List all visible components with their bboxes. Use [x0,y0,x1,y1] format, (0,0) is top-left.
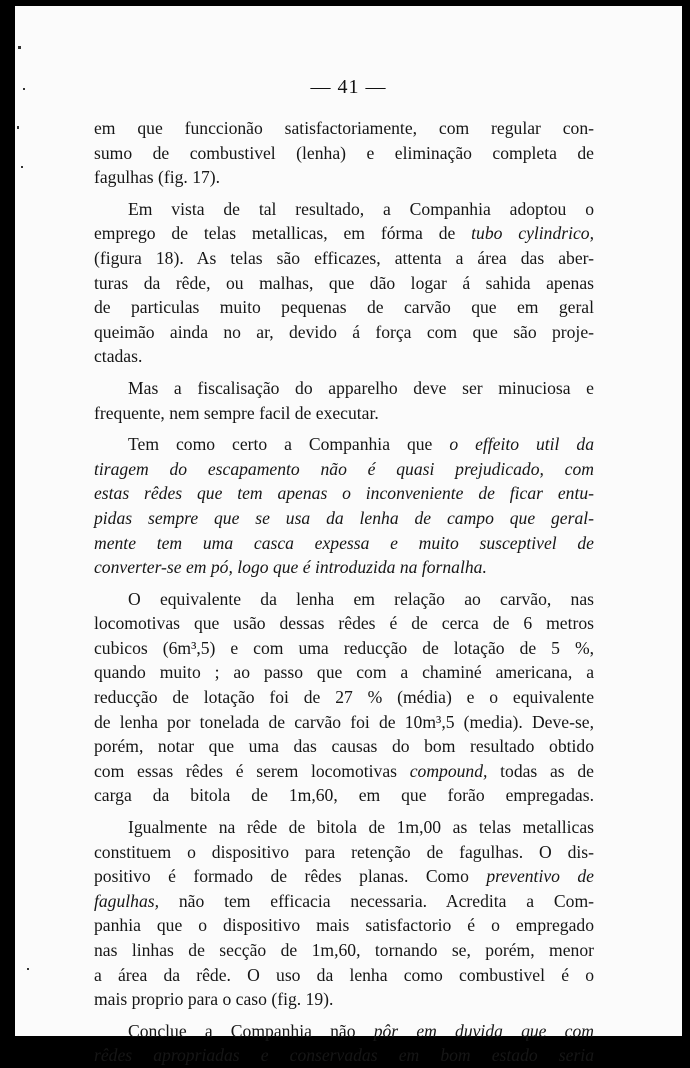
italic-run: pôr em duvida que com [373,1020,594,1041]
text-run: com essas rêdes é serem locomotivas [94,760,410,781]
text-run: Tem como certo a Companhia que [128,434,450,455]
paragraph [94,587,594,808]
italic-run: estas rêdes que tem apenas o inconveniente de ficar entu- [94,483,594,504]
text-run: queimão ainda no ar, devido á força com que são proje- [94,321,594,342]
text-run: Igualmente na rêde de bitola de 1m,00 as telas metallicas [128,817,594,838]
text-line [94,734,594,759]
text-run: carga da bitola de 1m,60, em que forão empregadas. [94,785,594,806]
paragraph [94,432,594,580]
text-line [94,221,594,246]
paragraph [94,815,594,1012]
print-speck [18,46,21,49]
text-line [94,840,594,865]
italic-run: converter-se em pó, logo que é introduzida na fornalha. [94,557,487,578]
text-line [94,864,594,889]
italic-run: mente tem uma casca expessa e muito susceptivel de [94,532,594,553]
text-line [94,759,594,784]
text-run: quando muito ; ao passo que com a chaminé americana, a [94,662,594,683]
text-line [94,376,594,401]
text-run: porém, notar que uma das causas do bom resultado obtido [94,736,594,757]
text-run: de particulas muito pequenas de carvão que em geral [94,297,594,318]
text-run: frequente, nem sempre facil de executar. [94,402,379,423]
text-line [94,531,594,556]
text-line [94,783,594,808]
text-run: a área da rêde. O uso da lenha como combustivel é o [94,964,594,985]
text-line [94,457,594,482]
text-line [94,815,594,840]
text-line [94,1043,594,1068]
text-run: O equivalente da lenha em relação ao carvão, nas [128,588,594,609]
page-number: — 41 — [310,76,387,98]
text-line [94,344,594,369]
text-line [94,141,594,166]
text-line [94,165,594,190]
text-run: nas linhas de secção de 1m,60, tornando se, porém, menor [94,940,594,960]
text-line [94,271,594,296]
text-line [94,938,594,963]
text-run: sumo de combustivel (lenha) e eliminação completa de [94,142,594,163]
text-line [94,1019,594,1044]
italic-run: o effeito util da [449,434,594,455]
text-line [94,889,594,914]
text-line [94,710,594,735]
text-line [94,611,594,636]
paragraph [94,1019,594,1068]
text-run: fagulhas (fig. 17). [94,167,221,188]
text-run: Em vista de tal resultado, a Companhia adoptou o [128,198,594,219]
text-run: panhia que o dispositivo mais satisfactorio é o empregado [94,915,594,936]
text-line [94,660,594,685]
paragraph [94,116,594,190]
text-run: cubicos (6m³,5) e com uma reducção de lotação de 5 %, [94,637,594,658]
text-run: (figura 18). As telas são efficazes, attenta a área das aber- [94,247,594,268]
italic-run: fagulhas, [94,890,160,911]
paragraph [94,376,594,425]
text-run: reducção de lotação foi de 27 % (média) e o equivalente [94,687,594,708]
italic-run: pidas sempre que se usa da lenha de campo que geral- [94,507,594,528]
text-line [94,401,594,426]
text-line [94,587,594,612]
italic-run: compound, [409,760,488,781]
text-line [94,963,594,988]
text-line [94,116,594,141]
text-run: turas da rêde, ou malhas, que dão logar á sahida apenas [94,272,594,293]
paragraph [94,197,594,369]
text-run: emprego de telas metallicas, em fórma de [94,223,472,244]
text-line [94,636,594,661]
text-run: ctadas. [94,346,143,367]
text-line [94,555,594,580]
text-run: Conclue a Companhia não [128,1020,374,1041]
text-run: Mas a fiscalisação do apparelho deve ser minuciosa e [128,377,594,398]
text-run: positivo é formado de rêdes planas. Como [94,866,487,887]
print-speck [17,126,19,129]
book-page [15,6,682,1066]
text-run: locomotivas que usão dessas rêdes é de cerca de 6 metros [94,613,594,634]
text-run: de lenha por tonelada de carvão foi de 10m³,5 (media). Deve-se, [94,711,594,732]
italic-run: preventivo de [486,866,594,887]
text-line [94,197,594,222]
print-speck [27,968,29,970]
text-run: constituem o dispositivo para retenção de fagulhas. O dis- [94,841,594,862]
text-run: mais proprio para o caso (fig. 19). [94,989,334,1010]
text-run: todas as de [487,760,594,781]
text-line [94,246,594,271]
text-line [94,320,594,345]
body-text [94,116,594,1068]
text-line [94,295,594,320]
text-line [94,913,594,938]
italic-run: tubo cylindrico, [471,223,595,244]
text-run: não tem efficacia necessaria. Acredita a Com- [159,890,594,911]
italic-run: tiragem do escapamento não é quasi prejudicado, com [94,458,594,479]
text-line [94,685,594,710]
text-line [94,987,594,1012]
italic-run: rêdes apropriadas e conservadas em bom estado seria [94,1045,594,1066]
text-line [94,432,594,457]
text-line [94,481,594,506]
text-run: em que funccionão satisfactoriamente, com regular con- [94,118,594,138]
text-line [94,506,594,531]
print-speck [21,166,23,168]
